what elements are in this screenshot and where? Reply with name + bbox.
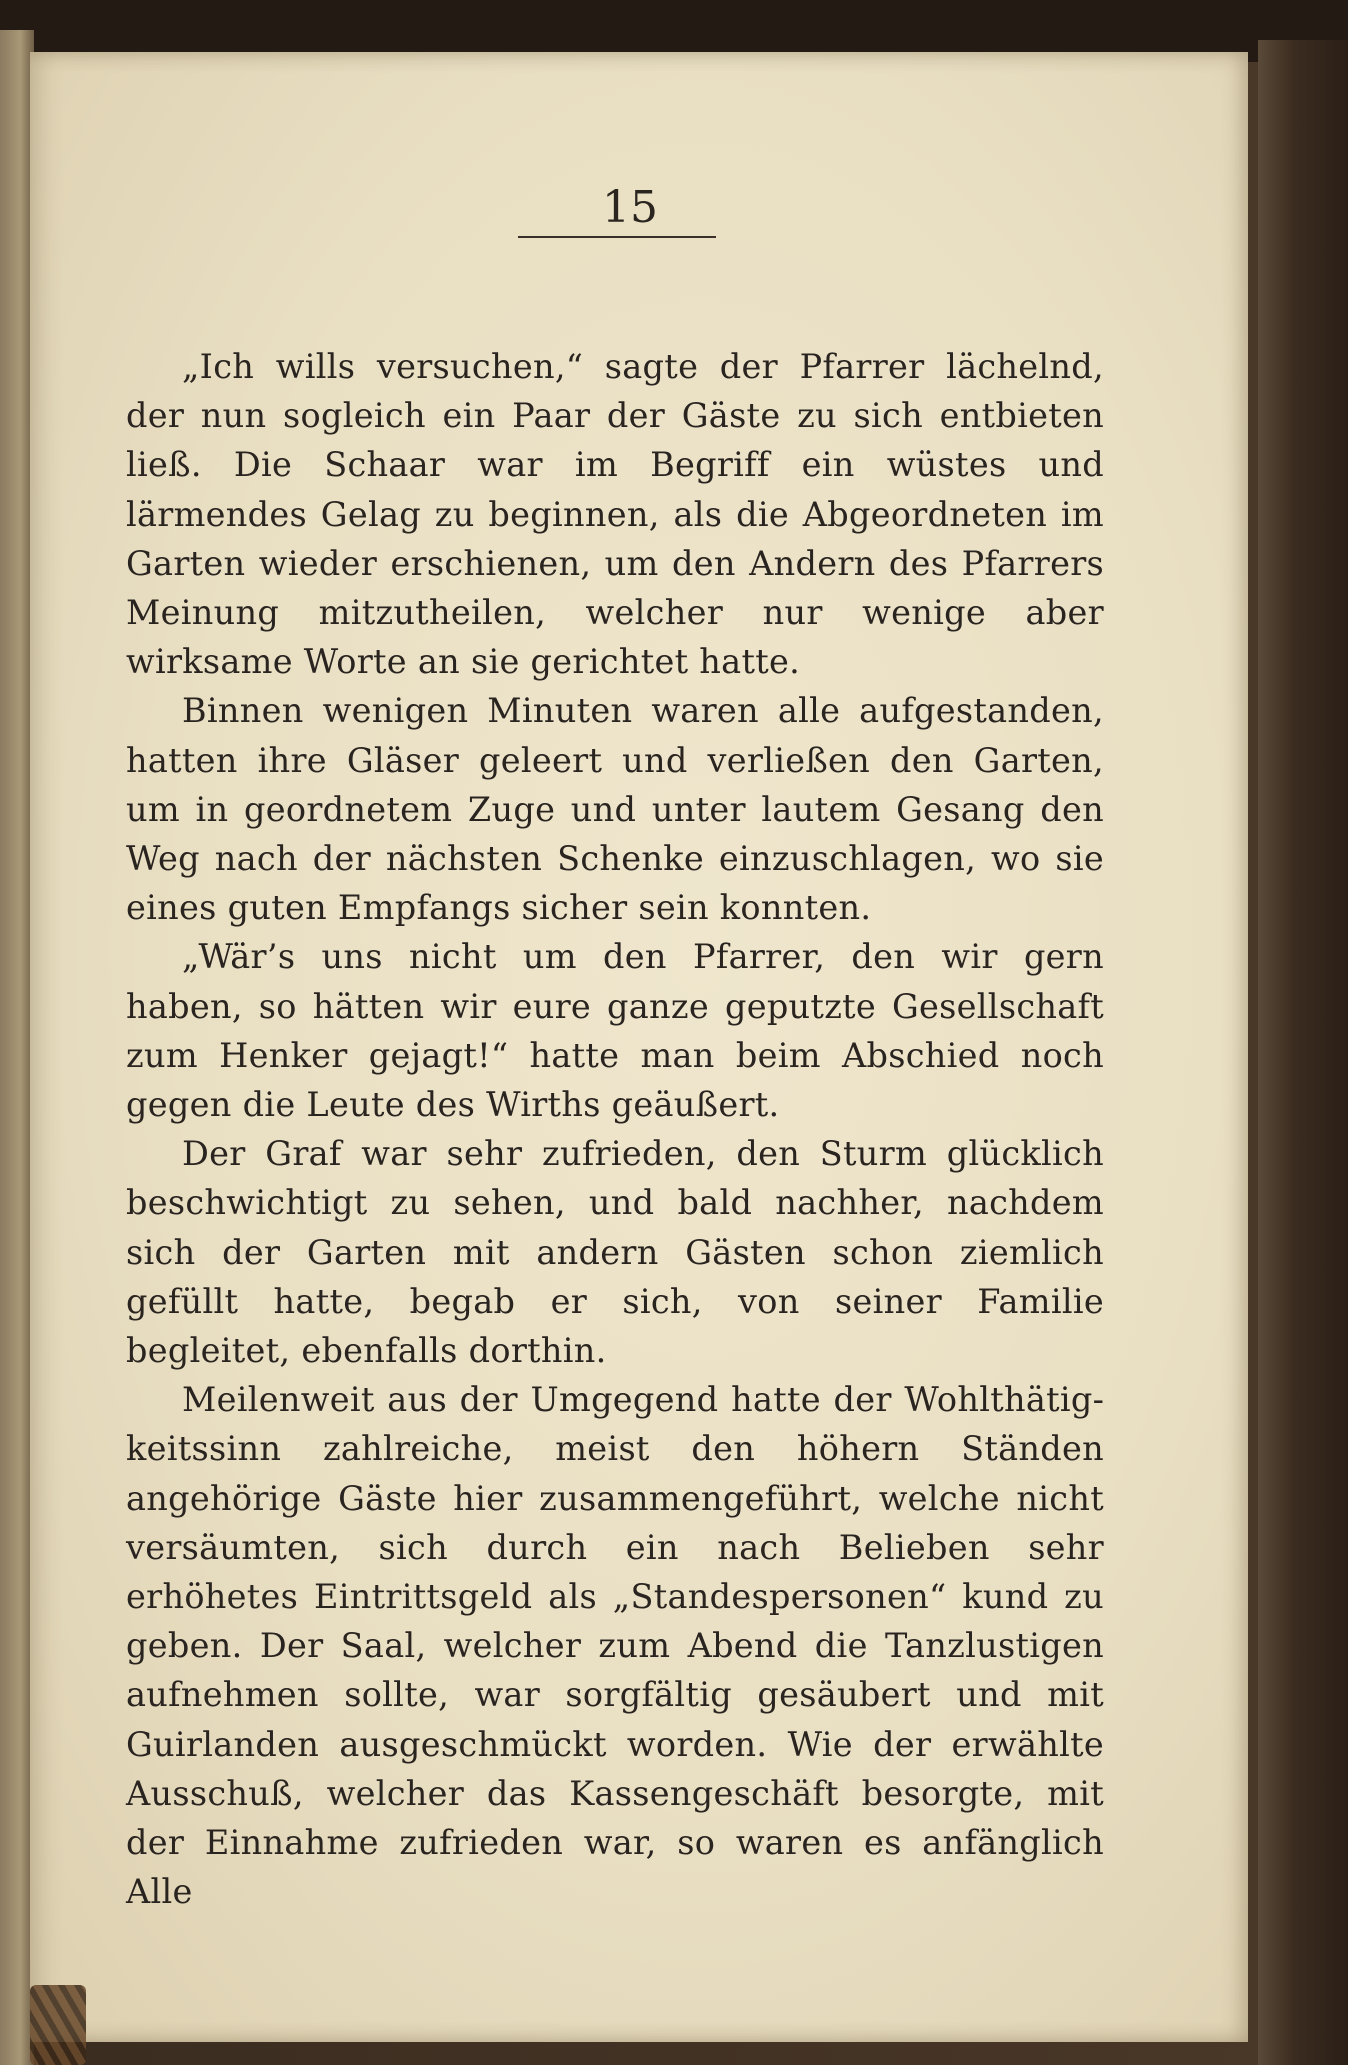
book-cover-edge [1258,40,1348,2065]
header-rule [518,236,716,238]
paragraph: Binnen wenigen Minuten waren alle aufgestanden, hatten ihre Gläser geleert und verließen den Garten, um in geordnetem Zuge und unter lautem Gesang den Weg nach der nächsten Schenke einzuschlagen, wo sie eines guten Empfangs sicher sein konnten. [126,691,1104,928]
bookmark-ribbon [30,1985,86,2065]
page-number: 15 [602,182,658,233]
left-page-edge [0,30,34,2065]
body-text [126,342,1104,1917]
paragraph: „Ich wills versuchen,“ sagte der Pfarrer lächelnd, der nun sogleich ein Paar der Gäste zu sich entbieten ließ. Die Schaar war im Begriff ein wüstes und lärmendes Gelag zu beginnen, als die Abgeordneten im Garten wieder erschienen, um den Andern des Pfarrers Meinung mitzutheilen, welcher nur wenige aber wirksame Worte an sie gerichtet hatte. [126,347,1104,682]
book-page [30,52,1248,2042]
paragraph: Der Graf war sehr zufrieden, den Sturm glücklich beschwichtigt zu sehen, und bald nachher, nachdem sich der Garten mit andern Gästen schon ziemlich gefüllt hatte, begab er sich, von seiner Familie begleitet, ebenfalls dorthin. [126,1134,1104,1371]
paragraph: Meilenweit aus der Umgegend hatte der Wohlthätigkeitssinn zahlreiche, meist den höhern Ständen angehörige Gäste hier zusammengeführt, welche nicht versäumten, sich durch ein nach Belieben sehr erhöhetes Eintrittsgeld als „Standespersonen“ kund zu geben. Der Saal, welcher zum Abend die Tanzlustigen aufnehmen sollte, war sorgfältig gesäubert und mit Guirlanden ausgeschmückt worden. Wie der erwählte Ausschuß, welcher das Kassengeschäft besorgte, mit der Einnahme zufrieden war, so waren es anfänglich Alle [126,1380,1104,1912]
paragraph: „Wär’s uns nicht um den Pfarrer, den wir gern haben, so hätten wir eure ganze geputzte Gesellschaft zum Henker gejagt!“ hatte man beim Abschied noch gegen die Leute des Wirths geäußert. [126,937,1104,1125]
